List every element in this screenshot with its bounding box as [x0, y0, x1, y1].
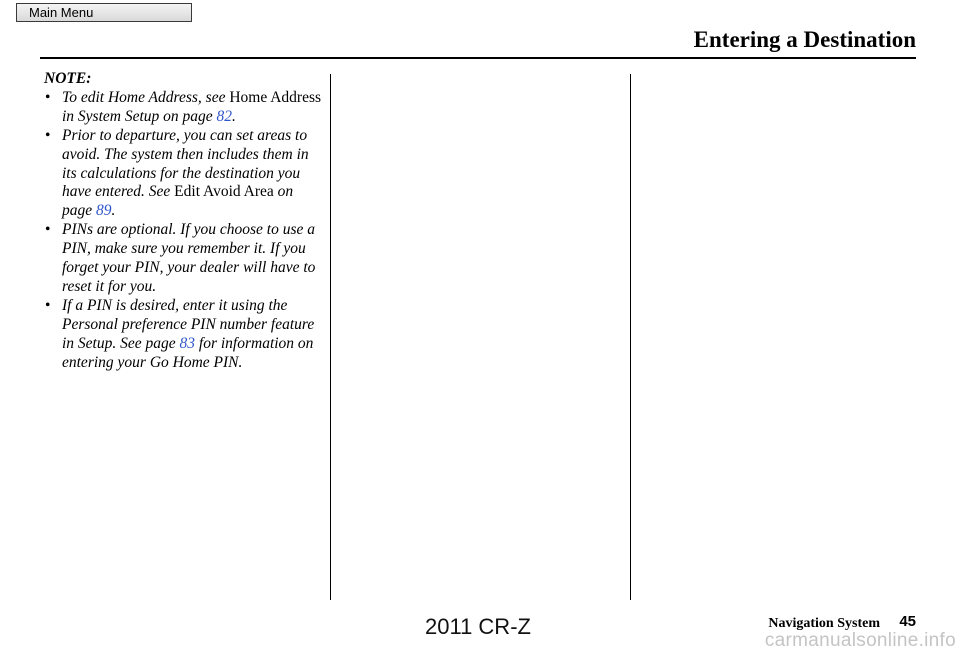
note-block	[44, 70, 326, 373]
note-text: PINs are optional. If you choose to use a PIN, make sure you remember it. If you forget your PIN, your dealer will have to reset it for you.	[62, 221, 316, 295]
note-text: on page	[62, 183, 294, 220]
page-link-89[interactable]: 89	[96, 202, 112, 220]
bullet-glyph: •	[45, 126, 51, 144]
note-item-avoid-areas	[44, 127, 326, 222]
note-text: for information on entering your Go Home PIN.	[62, 334, 314, 371]
note-text: .	[232, 107, 236, 125]
note-item-pins-optional	[44, 221, 326, 297]
note-text: Prior to departure, you can set areas to avoid. The system then includes them in its calculations for the destination you have entered. See	[62, 126, 309, 201]
note-item-pin-setup	[44, 297, 326, 373]
title-rule	[40, 57, 916, 59]
site-watermark: carmanualsonline.info	[764, 630, 956, 651]
footer-section-label: Navigation System	[768, 616, 880, 631]
main-menu-button[interactable]: Main Menu	[16, 3, 192, 22]
reference-home-address: Home Address	[229, 88, 322, 106]
page-title: Entering a Destination	[693, 27, 916, 52]
page-link-83[interactable]: 83	[179, 334, 196, 352]
reference-edit-avoid-area: Edit Avoid Area	[174, 183, 274, 201]
bullet-glyph: •	[45, 88, 51, 106]
column-divider-right	[630, 74, 631, 600]
note-text: To edit Home Address, see	[62, 88, 230, 106]
note-text: in System Setup on page	[62, 107, 217, 125]
note-list	[44, 89, 326, 373]
note-text: If a PIN is desired, enter it using the Personal preference PIN number feature in Setup. See page	[62, 296, 315, 352]
note-text: .	[111, 202, 116, 220]
footer-page-number: 45	[899, 613, 916, 630]
page-link-82[interactable]: 82	[216, 107, 233, 125]
column-divider-left	[330, 74, 331, 600]
bullet-glyph: •	[45, 221, 51, 239]
model-label: 2011 CR-Z	[425, 614, 531, 639]
bullet-glyph: •	[45, 296, 51, 314]
note-item-home-address	[44, 89, 326, 127]
note-heading: NOTE:	[44, 70, 92, 87]
